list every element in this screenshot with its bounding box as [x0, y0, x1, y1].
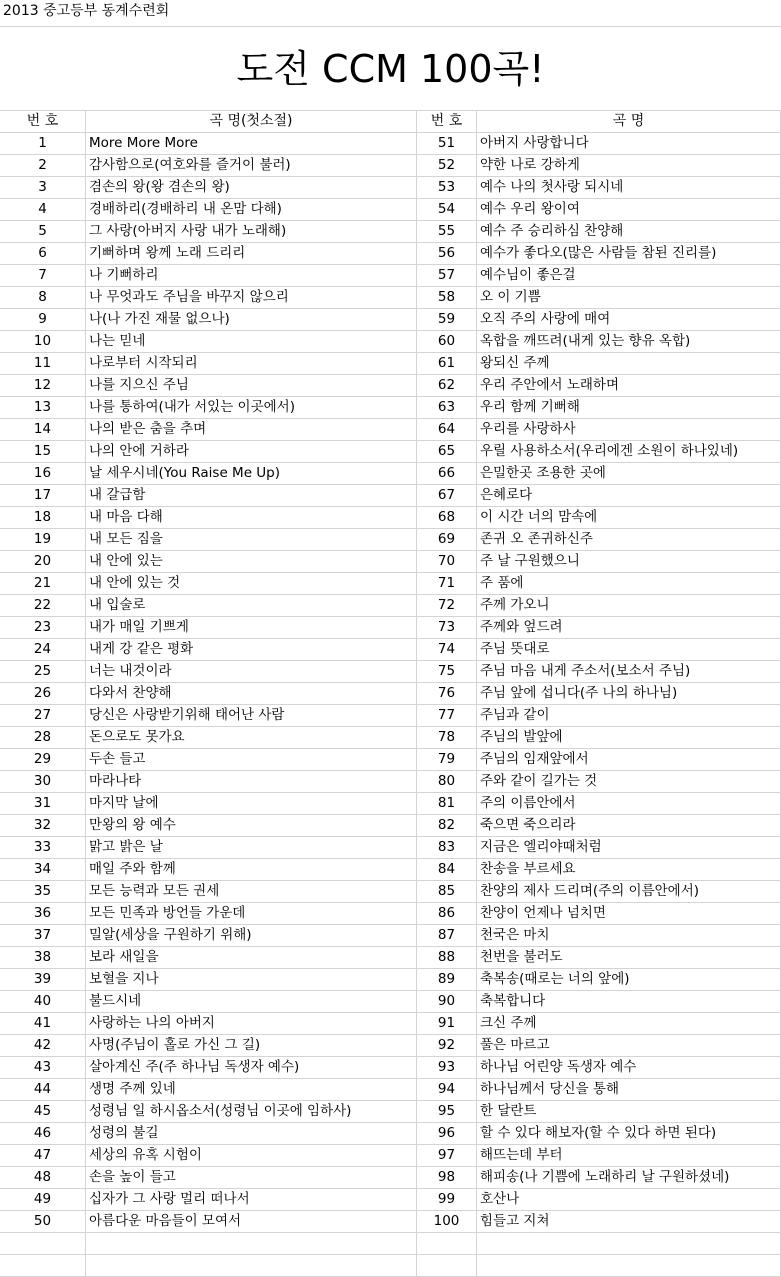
song-number-cell[interactable]: 41	[0, 1013, 86, 1035]
table-row	[0, 1101, 781, 1123]
song-name-cell[interactable]: 겸손의 왕(왕 겸손의 왕)	[86, 177, 417, 199]
song-name-cell[interactable]: 천국은 마치	[477, 925, 781, 947]
song-name-cell[interactable]: 주님과 같이	[477, 705, 781, 727]
song-name-cell[interactable]	[86, 1255, 417, 1277]
song-number-cell[interactable]: 60	[417, 331, 477, 353]
song-name-cell[interactable]: 한 달란트	[477, 1101, 781, 1123]
song-number-cell[interactable]: 26	[0, 683, 86, 705]
song-number-cell[interactable]: 89	[417, 969, 477, 991]
song-name-cell[interactable]: 오 이 기쁨	[477, 287, 781, 309]
table-row	[0, 177, 781, 199]
song-number-cell[interactable]: 53	[417, 177, 477, 199]
song-name-cell[interactable]: 하나님께서 당신을 통해	[477, 1079, 781, 1101]
song-number-cell[interactable]: 12	[0, 375, 86, 397]
table-row	[0, 529, 781, 551]
song-number-cell[interactable]: 29	[0, 749, 86, 771]
song-name-cell[interactable]: 나로부터 시작되리	[86, 353, 417, 375]
song-number-cell[interactable]: 21	[0, 573, 86, 595]
song-name-cell[interactable]: 은밀한곳 조용한 곳에	[477, 463, 781, 485]
table-row	[0, 1013, 781, 1035]
song-number-cell[interactable]: 18	[0, 507, 86, 529]
song-number-cell[interactable]: 45	[0, 1101, 86, 1123]
song-name-cell[interactable]: 돈으로도 못가요	[86, 727, 417, 749]
subtitle: 2013 중고등부 동계수련회	[3, 3, 170, 19]
song-number-cell[interactable]: 30	[0, 771, 86, 793]
table-row	[0, 639, 781, 661]
table-row	[0, 683, 781, 705]
song-number-cell[interactable]: 55	[417, 221, 477, 243]
table-row	[0, 771, 781, 793]
table-row	[0, 815, 781, 837]
song-name-cell[interactable]: 호산나	[477, 1189, 781, 1211]
song-number-cell[interactable]: 34	[0, 859, 86, 881]
table-row	[0, 485, 781, 507]
table-row	[0, 419, 781, 441]
song-number-cell[interactable]: 98	[417, 1167, 477, 1189]
song-name-cell[interactable]: 주님 앞에 섭니다(주 나의 하나님)	[477, 683, 781, 705]
song-number-cell[interactable]: 62	[417, 375, 477, 397]
song-number-cell[interactable]: 13	[0, 397, 86, 419]
song-name-cell[interactable]: 약한 나로 강하게	[477, 155, 781, 177]
subtitle-cell[interactable]	[0, 0, 781, 27]
song-number-cell[interactable]: 80	[417, 771, 477, 793]
song-name-cell[interactable]: 나를 지으신 주님	[86, 375, 417, 397]
song-name-cell[interactable]: 주님의 발앞에	[477, 727, 781, 749]
song-name-cell[interactable]: 예수가 좋다오(많은 사람들 참된 진리를)	[477, 243, 781, 265]
song-number-cell[interactable]: 17	[0, 485, 86, 507]
song-name-cell[interactable]: 맑고 밝은 날	[86, 837, 417, 859]
song-name-cell[interactable]: 주께 가오니	[477, 595, 781, 617]
song-name-cell[interactable]: 해피송(나 기쁨에 노래하리 날 구원하셨네)	[477, 1167, 781, 1189]
song-number-cell[interactable]: 50	[0, 1211, 86, 1233]
song-number-cell[interactable]: 16	[0, 463, 86, 485]
table-row	[0, 793, 781, 815]
song-number-cell[interactable]: 85	[417, 881, 477, 903]
song-name-cell[interactable]: 성령님 일 하시옵소서(성령님 이곳에 임하사)	[86, 1101, 417, 1123]
song-name-cell[interactable]: 해뜨는데 부터	[477, 1145, 781, 1167]
song-name-cell[interactable]: 모든 능력과 모든 권세	[86, 881, 417, 903]
song-name-cell[interactable]: 존귀 오 존귀하신주	[477, 529, 781, 551]
song-number-cell[interactable]: 2	[0, 155, 86, 177]
table-row	[0, 595, 781, 617]
song-number-cell[interactable]: 75	[417, 661, 477, 683]
song-name-cell[interactable]: 마지막 날에	[86, 793, 417, 815]
song-name-cell[interactable]	[477, 1255, 781, 1277]
song-number-cell[interactable]: 37	[0, 925, 86, 947]
subtitle-row	[0, 0, 781, 27]
table-row	[0, 331, 781, 353]
song-name-cell[interactable]: 우리 주안에서 노래하며	[477, 375, 781, 397]
song-number-cell[interactable]: 38	[0, 947, 86, 969]
song-name-cell[interactable]: 살아계신 주(주 하나님 독생자 예수)	[86, 1057, 417, 1079]
song-name-cell[interactable]: 천번을 불러도	[477, 947, 781, 969]
song-name-cell[interactable]: 날 세우시네(You Raise Me Up)	[86, 463, 417, 485]
song-name-cell[interactable]: 주의 이름안에서	[477, 793, 781, 815]
table-row	[0, 1233, 781, 1255]
table-row	[0, 881, 781, 903]
song-name-cell[interactable]: 할 수 있다 해보자(할 수 있다 하면 된다)	[477, 1123, 781, 1145]
song-name-cell[interactable]: 당신은 사랑받기위해 태어난 사람	[86, 705, 417, 727]
song-number-cell[interactable]: 96	[417, 1123, 477, 1145]
table-row	[0, 1255, 781, 1277]
title-row	[0, 27, 781, 111]
table-row	[0, 947, 781, 969]
song-number-cell[interactable]: 93	[417, 1057, 477, 1079]
song-name-cell[interactable]: 나의 받은 춤을 추며	[86, 419, 417, 441]
song-number-cell[interactable]: 48	[0, 1167, 86, 1189]
table-row	[0, 463, 781, 485]
song-number-cell[interactable]: 6	[0, 243, 86, 265]
song-number-cell[interactable]: 7	[0, 265, 86, 287]
table-row	[0, 221, 781, 243]
song-number-cell[interactable]: 20	[0, 551, 86, 573]
song-number-cell[interactable]: 46	[0, 1123, 86, 1145]
song-name-cell[interactable]: 우리를 사랑하사	[477, 419, 781, 441]
table-row	[0, 925, 781, 947]
song-number-cell[interactable]: 69	[417, 529, 477, 551]
song-number-cell[interactable]: 32	[0, 815, 86, 837]
table-row	[0, 309, 781, 331]
song-name-cell[interactable]: 나의 안에 거하라	[86, 441, 417, 463]
song-name-cell[interactable]: 보라 새일을	[86, 947, 417, 969]
song-number-cell[interactable]: 15	[0, 441, 86, 463]
song-number-cell[interactable]	[0, 1255, 86, 1277]
table-row	[0, 617, 781, 639]
song-name-cell[interactable]: 내 안에 있는 것	[86, 573, 417, 595]
song-number-cell[interactable]: 59	[417, 309, 477, 331]
song-number-cell[interactable]: 57	[417, 265, 477, 287]
song-number-cell[interactable]: 8	[0, 287, 86, 309]
table-row	[0, 1079, 781, 1101]
song-name-cell[interactable]	[477, 1233, 781, 1255]
song-number-cell[interactable]: 67	[417, 485, 477, 507]
song-name-cell[interactable]: 지금은 엘리야때처럼	[477, 837, 781, 859]
song-name-cell[interactable]: 예수 나의 첫사랑 되시네	[477, 177, 781, 199]
song-number-cell[interactable]: 99	[417, 1189, 477, 1211]
table-row	[0, 243, 781, 265]
table-row	[0, 903, 781, 925]
table-row	[0, 507, 781, 529]
table-row	[0, 991, 781, 1013]
song-name-cell[interactable]: 축복송(때로는 너의 앞에)	[477, 969, 781, 991]
table-row	[0, 397, 781, 419]
song-number-cell[interactable]: 54	[417, 199, 477, 221]
song-number-cell[interactable]: 86	[417, 903, 477, 925]
song-name-cell[interactable]: 주께와 엎드려	[477, 617, 781, 639]
table-row	[0, 859, 781, 881]
song-number-cell[interactable]: 83	[417, 837, 477, 859]
song-number-cell[interactable]: 66	[417, 463, 477, 485]
table-row	[0, 969, 781, 991]
table-row	[0, 1211, 781, 1233]
song-name-cell[interactable]: 주님 뜻대로	[477, 639, 781, 661]
header-name-right[interactable]: 곡 명	[477, 111, 781, 133]
song-name-cell[interactable]: 세상의 유혹 시험이	[86, 1145, 417, 1167]
song-name-cell[interactable]: 성령의 불길	[86, 1123, 417, 1145]
table-row	[0, 199, 781, 221]
song-number-cell[interactable]: 52	[417, 155, 477, 177]
song-name-cell[interactable]: 나를 통하여(내가 서있는 이곳에서)	[86, 397, 417, 419]
song-number-cell[interactable]: 5	[0, 221, 86, 243]
song-number-cell[interactable]: 68	[417, 507, 477, 529]
song-name-cell[interactable]: 아름다운 마음들이 모여서	[86, 1211, 417, 1233]
song-name-cell[interactable]: 감사함으로(여호와를 즐거이 불러)	[86, 155, 417, 177]
song-number-cell[interactable]	[417, 1255, 477, 1277]
song-number-cell[interactable]: 64	[417, 419, 477, 441]
song-number-cell[interactable]: 84	[417, 859, 477, 881]
song-name-cell[interactable]: 생명 주께 있네	[86, 1079, 417, 1101]
song-name-cell[interactable]: 보혈을 지나	[86, 969, 417, 991]
song-number-cell[interactable]: 40	[0, 991, 86, 1013]
song-name-cell[interactable]: 사랑하는 나의 아버지	[86, 1013, 417, 1035]
song-number-cell[interactable]: 56	[417, 243, 477, 265]
song-number-cell[interactable]: 97	[417, 1145, 477, 1167]
song-number-cell[interactable]: 39	[0, 969, 86, 991]
song-number-cell[interactable]: 1	[0, 133, 86, 155]
song-name-cell[interactable]: 찬양이 언제나 넘치면	[477, 903, 781, 925]
song-number-cell[interactable]: 78	[417, 727, 477, 749]
song-name-cell[interactable]: 크신 주께	[477, 1013, 781, 1035]
song-name-cell[interactable]: 기뻐하며 왕께 노래 드리리	[86, 243, 417, 265]
song-name-cell[interactable]: 풀은 마르고	[477, 1035, 781, 1057]
table-row	[0, 133, 781, 155]
song-name-cell[interactable]: 찬양의 제사 드리며(주의 이름안에서)	[477, 881, 781, 903]
song-number-cell[interactable]: 27	[0, 705, 86, 727]
table-row	[0, 265, 781, 287]
song-number-cell[interactable]: 73	[417, 617, 477, 639]
song-name-cell[interactable]: 내가 매일 기쁘게	[86, 617, 417, 639]
song-name-cell[interactable]: 왕되신 주께	[477, 353, 781, 375]
song-name-cell[interactable]: 두손 들고	[86, 749, 417, 771]
song-name-cell[interactable]: 다와서 찬양해	[86, 683, 417, 705]
song-number-cell[interactable]: 94	[417, 1079, 477, 1101]
song-name-cell[interactable]: 나(나 가진 재물 없으나)	[86, 309, 417, 331]
song-name-cell[interactable]	[86, 1233, 417, 1255]
page-title: 도전 CCM 100곡!	[236, 47, 545, 91]
song-name-cell[interactable]: 주님 마음 내게 주소서(보소서 주님)	[477, 661, 781, 683]
song-number-cell[interactable]: 91	[417, 1013, 477, 1035]
table-row	[0, 1123, 781, 1145]
table-row	[0, 353, 781, 375]
song-name-cell[interactable]: 주 날 구원했으니	[477, 551, 781, 573]
table-row	[0, 573, 781, 595]
song-name-cell[interactable]: 경배하리(경배하리 내 온맘 다해)	[86, 199, 417, 221]
song-number-cell[interactable]: 63	[417, 397, 477, 419]
table-row	[0, 837, 781, 859]
song-number-cell[interactable]: 87	[417, 925, 477, 947]
song-number-cell[interactable]: 49	[0, 1189, 86, 1211]
song-number-cell[interactable]: 100	[417, 1211, 477, 1233]
song-name-cell[interactable]: 죽으면 죽으리라	[477, 815, 781, 837]
song-number-cell[interactable]: 65	[417, 441, 477, 463]
song-name-cell[interactable]: 손을 높이 들고	[86, 1167, 417, 1189]
song-number-cell[interactable]: 36	[0, 903, 86, 925]
song-name-cell[interactable]: 사명(주님이 홀로 가신 그 길)	[86, 1035, 417, 1057]
song-name-cell[interactable]: 옥합을 깨뜨려(내게 있는 향유 옥합)	[477, 331, 781, 353]
header-num-right[interactable]: 번 호	[417, 111, 477, 133]
song-number-cell[interactable]: 92	[417, 1035, 477, 1057]
song-name-cell[interactable]: 내 안에 있는	[86, 551, 417, 573]
song-name-cell[interactable]: 힘들고 지쳐	[477, 1211, 781, 1233]
table-row	[0, 375, 781, 397]
song-number-cell[interactable]: 31	[0, 793, 86, 815]
table-row	[0, 727, 781, 749]
song-name-cell[interactable]: 십자가 그 사랑 멀리 떠나서	[86, 1189, 417, 1211]
song-name-cell[interactable]: 예수 우리 왕이여	[477, 199, 781, 221]
song-name-cell[interactable]: More More More	[86, 133, 417, 155]
song-number-cell[interactable]: 4	[0, 199, 86, 221]
song-name-cell[interactable]: 은혜로다	[477, 485, 781, 507]
song-name-cell[interactable]: 찬송을 부르세요	[477, 859, 781, 881]
header-row	[0, 111, 781, 133]
song-number-cell[interactable]: 43	[0, 1057, 86, 1079]
table-row	[0, 155, 781, 177]
song-name-cell[interactable]: 아버지 사랑합니다	[477, 133, 781, 155]
table-row	[0, 551, 781, 573]
song-name-cell[interactable]: 만왕의 왕 예수	[86, 815, 417, 837]
table-row	[0, 661, 781, 683]
song-number-cell[interactable]: 9	[0, 309, 86, 331]
song-number-cell[interactable]: 33	[0, 837, 86, 859]
song-name-cell[interactable]: 예수 주 승리하심 찬양해	[477, 221, 781, 243]
table-row	[0, 1167, 781, 1189]
song-name-cell[interactable]: 내 갈급함	[86, 485, 417, 507]
song-number-cell[interactable]: 51	[417, 133, 477, 155]
song-number-cell[interactable]: 82	[417, 815, 477, 837]
song-number-cell[interactable]: 25	[0, 661, 86, 683]
song-name-cell[interactable]: 내게 강 같은 평화	[86, 639, 417, 661]
song-number-cell[interactable]	[417, 1233, 477, 1255]
song-number-cell[interactable]: 90	[417, 991, 477, 1013]
song-number-cell[interactable]: 22	[0, 595, 86, 617]
song-name-cell[interactable]: 내 입술로	[86, 595, 417, 617]
song-number-cell[interactable]: 74	[417, 639, 477, 661]
song-number-cell[interactable]	[0, 1233, 86, 1255]
song-name-cell[interactable]: 하나님 어린양 독생자 예수	[477, 1057, 781, 1079]
song-name-cell[interactable]: 내 모든 짐을	[86, 529, 417, 551]
song-name-cell[interactable]: 마라나타	[86, 771, 417, 793]
song-name-cell[interactable]: 매일 주와 함께	[86, 859, 417, 881]
song-number-cell[interactable]: 35	[0, 881, 86, 903]
song-number-cell[interactable]: 3	[0, 177, 86, 199]
song-name-cell[interactable]: 나는 믿네	[86, 331, 417, 353]
song-number-cell[interactable]: 71	[417, 573, 477, 595]
song-name-cell[interactable]: 불드시네	[86, 991, 417, 1013]
song-number-cell[interactable]: 81	[417, 793, 477, 815]
song-name-cell[interactable]: 내 마음 다해	[86, 507, 417, 529]
table-row	[0, 441, 781, 463]
table-row	[0, 1145, 781, 1167]
song-name-cell[interactable]: 주와 같이 길가는 것	[477, 771, 781, 793]
song-number-cell[interactable]: 23	[0, 617, 86, 639]
song-name-cell[interactable]: 그 사랑(아버지 사랑 내가 노래해)	[86, 221, 417, 243]
song-number-cell[interactable]: 28	[0, 727, 86, 749]
song-number-cell[interactable]: 24	[0, 639, 86, 661]
table-row	[0, 749, 781, 771]
song-name-cell[interactable]: 주 품에	[477, 573, 781, 595]
song-number-cell[interactable]: 19	[0, 529, 86, 551]
song-name-cell[interactable]: 오직 주의 사랑에 매여	[477, 309, 781, 331]
song-number-cell[interactable]: 72	[417, 595, 477, 617]
song-name-cell[interactable]: 밀알(세상을 구원하기 위해)	[86, 925, 417, 947]
song-name-cell[interactable]: 축복합니다	[477, 991, 781, 1013]
song-number-cell[interactable]: 47	[0, 1145, 86, 1167]
song-number-cell[interactable]: 10	[0, 331, 86, 353]
table-row	[0, 1057, 781, 1079]
song-number-cell[interactable]: 44	[0, 1079, 86, 1101]
table-row	[0, 705, 781, 727]
song-number-cell[interactable]: 61	[417, 353, 477, 375]
song-name-cell[interactable]: 이 시간 너의 맘속에	[477, 507, 781, 529]
song-name-cell[interactable]: 우리 함께 기뻐해	[477, 397, 781, 419]
song-number-cell[interactable]: 76	[417, 683, 477, 705]
song-number-cell[interactable]: 77	[417, 705, 477, 727]
song-number-cell[interactable]: 14	[0, 419, 86, 441]
header-name-left[interactable]: 곡 명(첫소절)	[86, 111, 417, 133]
song-number-cell[interactable]: 95	[417, 1101, 477, 1123]
song-number-cell[interactable]: 11	[0, 353, 86, 375]
song-name-cell[interactable]: 너는 내것이라	[86, 661, 417, 683]
song-name-cell[interactable]: 모든 민족과 방언들 가운데	[86, 903, 417, 925]
song-name-cell[interactable]: 나 무엇과도 주님을 바꾸지 않으리	[86, 287, 417, 309]
song-name-cell[interactable]: 주님의 임재앞에서	[477, 749, 781, 771]
song-name-cell[interactable]: 예수님이 좋은걸	[477, 265, 781, 287]
song-number-cell[interactable]: 70	[417, 551, 477, 573]
song-name-cell[interactable]: 우릴 사용하소서(우리에겐 소원이 하나있네)	[477, 441, 781, 463]
song-number-cell[interactable]: 79	[417, 749, 477, 771]
table-row	[0, 1035, 781, 1057]
table-row	[0, 1189, 781, 1211]
header-num-left[interactable]: 번 호	[0, 111, 86, 133]
song-name-cell[interactable]: 나 기뻐하리	[86, 265, 417, 287]
song-number-cell[interactable]: 88	[417, 947, 477, 969]
song-number-cell[interactable]: 58	[417, 287, 477, 309]
table-row	[0, 287, 781, 309]
title-cell[interactable]	[0, 27, 781, 111]
song-number-cell[interactable]: 42	[0, 1035, 86, 1057]
